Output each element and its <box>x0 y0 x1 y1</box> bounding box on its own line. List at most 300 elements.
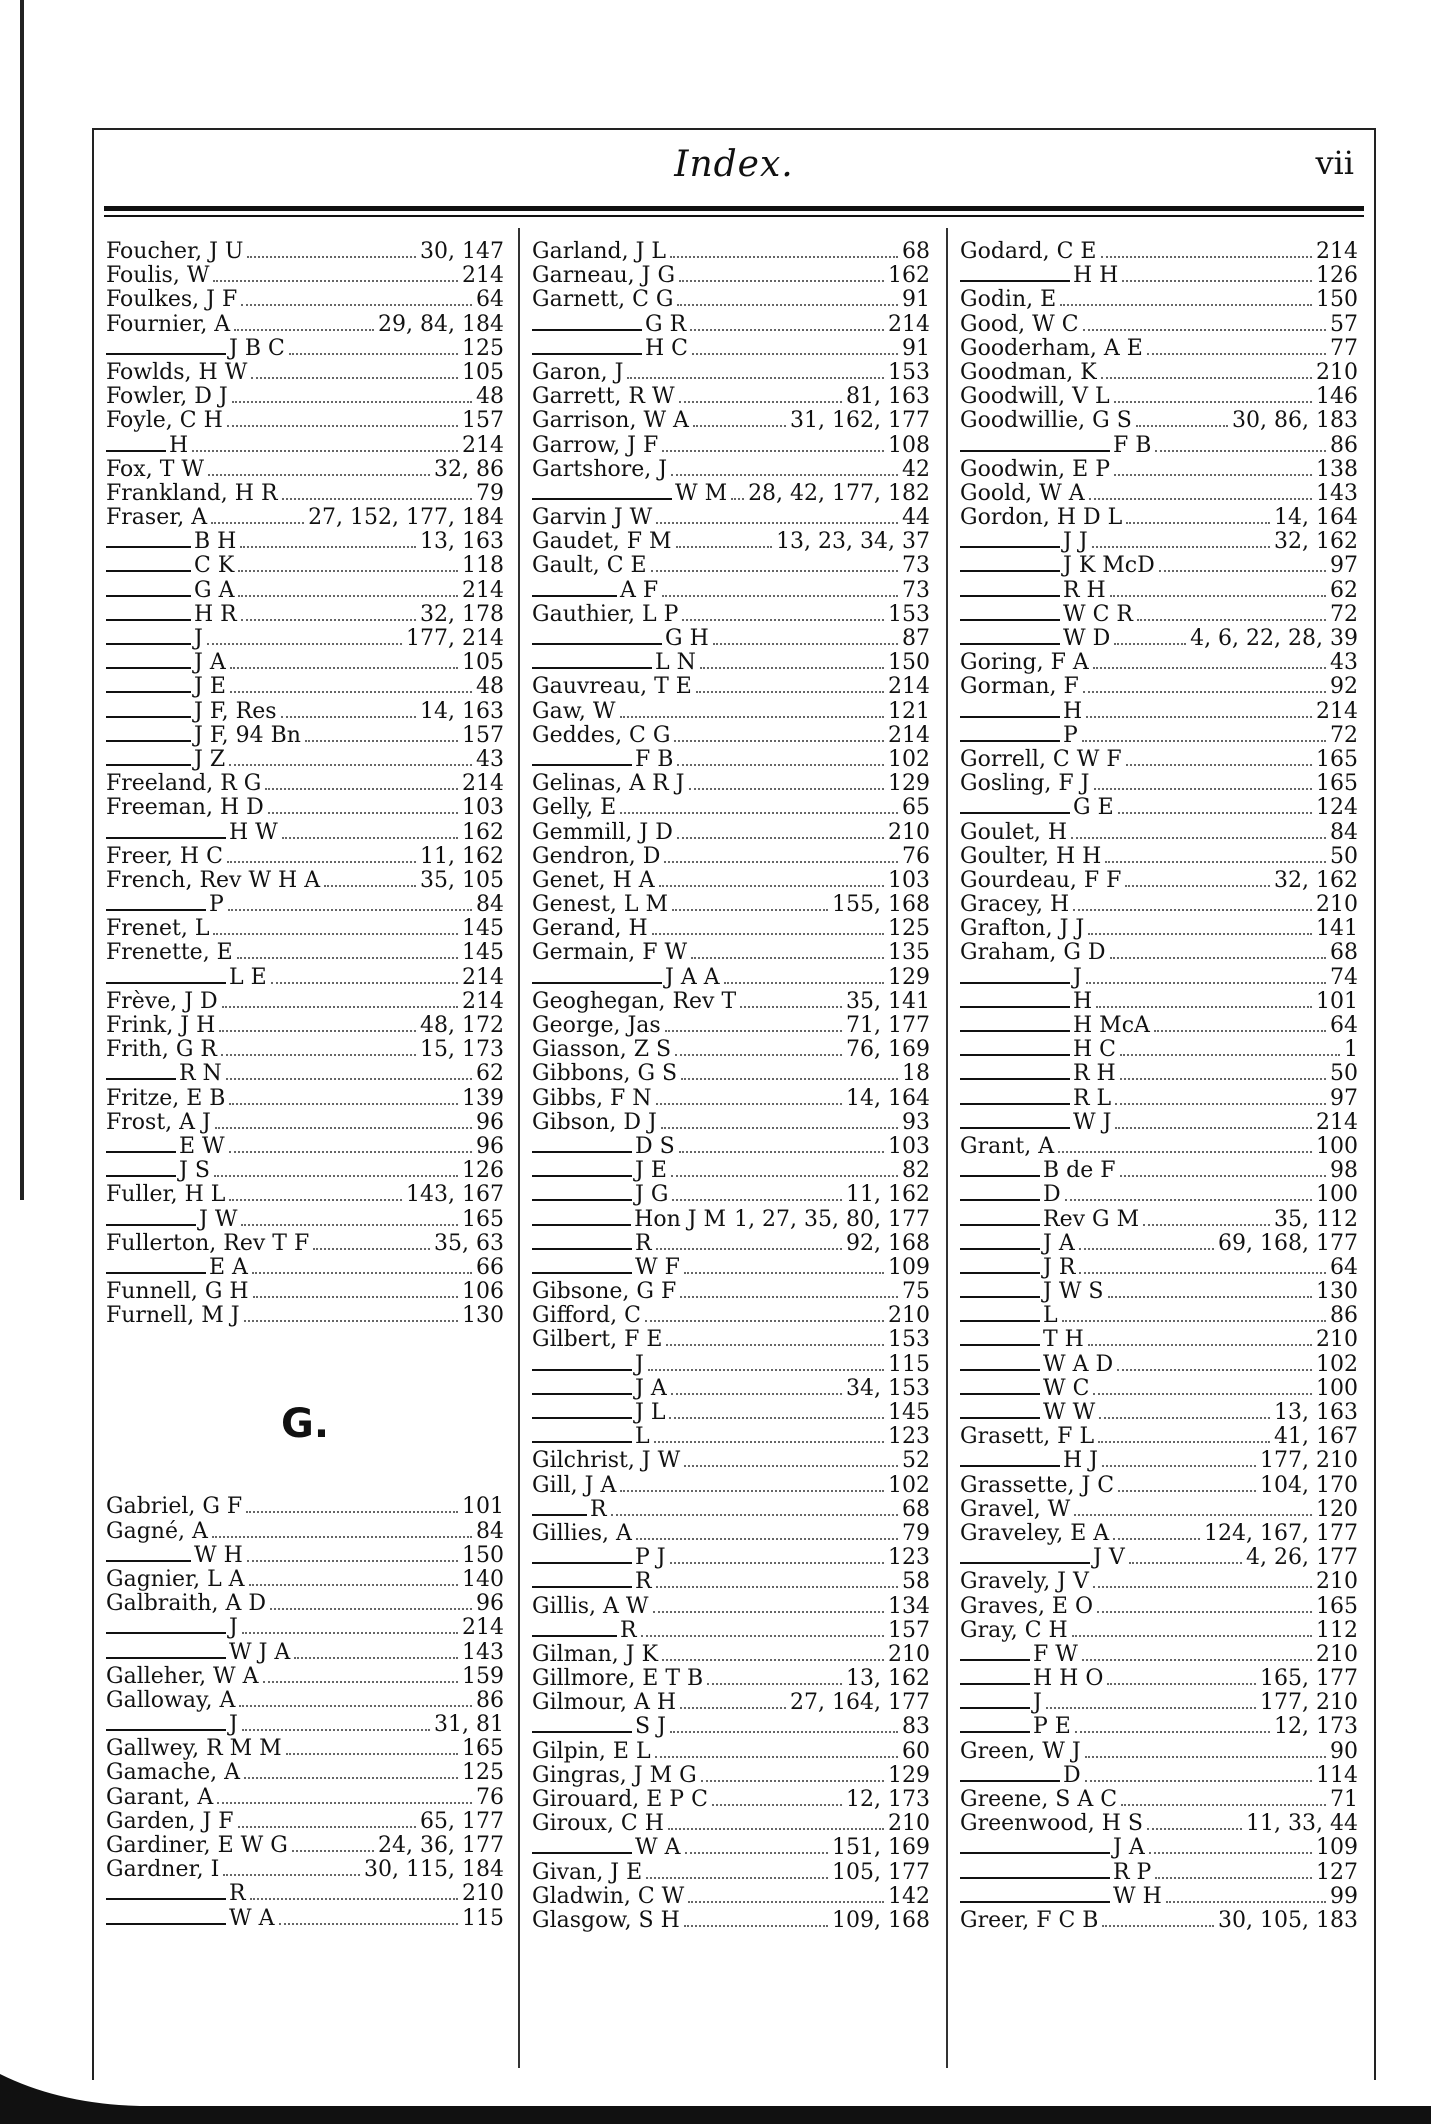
entry-name: W A D <box>1043 1352 1114 1377</box>
leader-dots <box>238 1814 416 1828</box>
entry-name: Gauvreau, T E <box>532 675 692 700</box>
leader-dots <box>620 800 898 814</box>
index-entry <box>532 264 930 288</box>
entry-pages: 74 <box>1330 965 1358 990</box>
index-entry <box>106 1135 504 1159</box>
entry-pages: 210 <box>1316 893 1358 918</box>
entry-name: R H <box>1073 1062 1116 1087</box>
leader-dots <box>1147 341 1326 355</box>
index-entry <box>532 1328 930 1352</box>
index-entry <box>106 482 504 506</box>
entry-name: Garland, J L <box>532 240 667 264</box>
index-entry <box>106 458 504 482</box>
leader-dots <box>646 1865 828 1879</box>
index-entry <box>532 941 930 965</box>
entry-name: W J <box>1073 1110 1112 1135</box>
index-entry <box>960 1159 1358 1183</box>
index-entry <box>532 1353 930 1377</box>
leader-dots <box>313 1236 430 1250</box>
leader-dots <box>292 1838 374 1852</box>
leader-dots <box>1098 1429 1270 1443</box>
index-entry <box>532 1909 930 1933</box>
entry-name: J <box>194 627 203 651</box>
page-curl-shadow <box>0 2064 1431 2124</box>
leader-dots <box>1062 1308 1326 1322</box>
entry-pages: 32, 162 <box>1274 868 1358 893</box>
leader-dots <box>677 292 898 306</box>
entry-name: Gardner, I <box>106 1858 220 1883</box>
leader-dots <box>1101 244 1313 258</box>
entry-name: Green, W J <box>960 1739 1081 1764</box>
leader-dots <box>215 1115 472 1129</box>
index-entry <box>960 1498 1358 1522</box>
blank-line <box>106 1328 504 1352</box>
leader-dots <box>1105 849 1326 863</box>
leader-dots <box>671 462 898 476</box>
entry-name: Grant, A <box>960 1134 1055 1159</box>
ditto-dash <box>960 1659 1030 1661</box>
index-entry <box>960 724 1358 748</box>
index-entry <box>960 1885 1358 1909</box>
entry-name: Goulter, H H <box>960 844 1102 869</box>
entry-pages: 102 <box>888 747 930 772</box>
ditto-dash <box>532 982 662 984</box>
entry-pages: 109 <box>888 1255 930 1280</box>
entry-pages: 150 <box>888 651 930 676</box>
entry-pages: 145 <box>462 917 504 942</box>
entry-pages: 15, 173 <box>420 1038 504 1063</box>
entry-pages: 214 <box>1316 699 1358 724</box>
entry-pages: 57 <box>1330 312 1358 337</box>
entry-name: H <box>1073 989 1093 1014</box>
entry-pages: 73 <box>902 554 930 579</box>
leader-dots <box>1073 897 1312 911</box>
entry-name: Fox, T W <box>106 457 204 482</box>
ditto-dash <box>960 1320 1040 1322</box>
leader-dots <box>669 1405 884 1419</box>
entry-pages: 91 <box>902 288 930 313</box>
index-entry <box>960 1014 1358 1038</box>
index-entry <box>106 434 504 458</box>
leader-dots <box>1102 1913 1214 1927</box>
index-entry <box>532 1812 930 1836</box>
leader-dots <box>712 1792 842 1806</box>
entry-pages: 138 <box>1316 457 1358 482</box>
leader-dots <box>271 970 458 984</box>
leader-dots <box>1126 510 1270 524</box>
index-entry <box>960 796 1358 820</box>
entry-pages: 60 <box>902 1739 930 1764</box>
entry-name: Graveley, E A <box>960 1521 1110 1546</box>
leader-dots <box>253 1284 458 1298</box>
entry-name: G E <box>1073 796 1114 821</box>
entry-pages: 14, 163 <box>420 699 504 724</box>
entry-pages: 109 <box>1316 1836 1358 1861</box>
index-entry <box>532 990 930 1014</box>
index-entry <box>106 1495 504 1519</box>
leader-dots <box>1136 413 1228 427</box>
leader-dots <box>211 510 304 524</box>
index-entry <box>960 869 1358 893</box>
index-entry <box>960 966 1358 990</box>
entry-pages: 32, 162 <box>1274 530 1358 555</box>
leader-dots <box>1079 1260 1326 1274</box>
entry-name: Gibsone, G F <box>532 1280 677 1305</box>
ditto-dash <box>106 1224 196 1226</box>
leader-dots <box>227 413 458 427</box>
entry-name: L <box>635 1425 650 1450</box>
index-entry <box>532 1377 930 1401</box>
leader-dots <box>659 873 884 887</box>
index-entry <box>960 1861 1358 1885</box>
entry-pages: 79 <box>902 1521 930 1546</box>
index-entry <box>106 893 504 917</box>
entry-pages: 97 <box>1330 554 1358 579</box>
entry-name: Gosling, F J <box>960 772 1090 797</box>
entry-pages: 120 <box>1316 1497 1358 1522</box>
ditto-dash <box>532 498 672 500</box>
leader-dots <box>1155 1865 1312 1879</box>
entry-name: L <box>1043 1304 1058 1329</box>
entry-name: Garrison, W A <box>532 409 689 434</box>
index-entry <box>960 675 1358 699</box>
entry-pages: 98 <box>1330 1159 1358 1184</box>
entry-pages: 1, 27, 35, 80, 177 <box>734 1207 930 1232</box>
index-entry <box>532 893 930 917</box>
entry-name: Greene, S A C <box>960 1788 1118 1812</box>
entry-pages: 30, 147 <box>420 240 504 264</box>
leader-dots <box>655 1744 898 1758</box>
ditto-dash <box>960 1006 1070 1008</box>
index-entry <box>960 651 1358 675</box>
entry-name: H R <box>194 602 237 627</box>
entry-pages: 146 <box>1316 385 1358 410</box>
entry-pages: 153 <box>888 360 930 385</box>
leader-dots <box>1117 1357 1312 1371</box>
entry-pages: 214 <box>462 1616 504 1641</box>
index-entry <box>960 700 1358 724</box>
index-entry <box>532 1159 930 1183</box>
entry-name: Garrow, J F <box>532 433 659 458</box>
entry-pages: 100 <box>1316 1134 1358 1159</box>
leader-dots <box>653 1599 885 1613</box>
index-entry <box>532 1425 930 1449</box>
ditto-dash <box>532 1514 587 1516</box>
entry-name: Gardiner, E W G <box>106 1834 288 1858</box>
entry-pages: 30, 115, 184 <box>364 1858 504 1883</box>
index-entry <box>106 627 504 651</box>
leader-dots <box>1120 1042 1340 1056</box>
index-entry <box>532 1715 930 1739</box>
leader-dots <box>1137 607 1326 621</box>
entry-pages: 86 <box>1330 433 1358 458</box>
entry-name: Foulkes, J F <box>106 288 238 313</box>
entry-pages: 69, 168, 177 <box>1218 1231 1358 1256</box>
ditto-dash <box>532 353 642 355</box>
index-entry <box>532 1135 930 1159</box>
leader-dots <box>279 1911 459 1925</box>
entry-pages: 11, 162 <box>420 844 504 869</box>
entry-pages: 14, 164 <box>846 1086 930 1111</box>
entry-name: Gauthier, L P <box>532 602 679 627</box>
entry-pages: 157 <box>888 1618 930 1643</box>
entry-pages: 102 <box>888 1473 930 1498</box>
leader-dots <box>692 341 898 355</box>
entry-pages: 27, 152, 177, 184 <box>308 506 504 531</box>
entry-name: Goodwillie, G S <box>960 409 1132 434</box>
leader-dots <box>672 897 828 911</box>
leader-dots <box>680 1284 898 1298</box>
ditto-dash <box>960 1030 1070 1032</box>
entry-name: J J <box>1063 530 1088 555</box>
index-entry <box>106 651 504 675</box>
entry-name: Fournier, A <box>106 312 231 337</box>
leader-dots <box>213 268 458 282</box>
leader-dots <box>1060 292 1312 306</box>
leader-dots <box>665 1018 842 1032</box>
index-entry <box>106 337 504 361</box>
blank-line <box>106 1377 504 1401</box>
entry-name: H <box>169 433 189 458</box>
leader-dots <box>670 1719 898 1733</box>
leader-dots <box>688 1889 884 1903</box>
index-entry <box>532 1038 930 1062</box>
leader-dots <box>701 1768 884 1782</box>
entry-pages: 118 <box>462 554 504 579</box>
entry-name: Gelinas, A R J <box>532 772 685 797</box>
leader-dots <box>244 1765 458 1779</box>
entry-pages: 4, 6, 22, 28, 39 <box>1190 627 1358 651</box>
index-entry <box>960 1449 1358 1473</box>
leader-dots <box>671 1163 898 1177</box>
ditto-dash <box>532 1635 617 1637</box>
index-entry <box>532 966 930 990</box>
ditto-dash <box>106 1175 176 1177</box>
entry-name: J W S <box>1043 1280 1104 1305</box>
leader-dots <box>1093 1381 1312 1395</box>
index-entry <box>960 1740 1358 1764</box>
leader-dots <box>679 1139 884 1153</box>
index-entry <box>532 845 930 869</box>
index-entry <box>532 1062 930 1086</box>
ditto-dash <box>960 1103 1070 1105</box>
entry-pages: 72 <box>1330 723 1358 748</box>
leader-dots <box>246 1499 458 1513</box>
index-entry <box>532 748 930 772</box>
entry-pages: 150 <box>462 1543 504 1568</box>
ditto-dash <box>960 546 1060 548</box>
ditto-dash <box>532 1175 632 1177</box>
leader-dots <box>681 1066 898 1080</box>
index-entry <box>532 288 930 312</box>
entry-name: Genest, L M <box>532 893 669 918</box>
entry-name: R <box>620 1618 637 1643</box>
index-entry <box>960 1401 1358 1425</box>
index-entry <box>960 458 1358 482</box>
leader-dots <box>656 1091 842 1105</box>
entry-pages: 68 <box>902 240 930 264</box>
entry-name: J A <box>1113 1836 1145 1861</box>
index-entry <box>106 1014 504 1038</box>
index-entry <box>960 748 1358 772</box>
leader-dots <box>1083 679 1326 693</box>
entry-name: D S <box>635 1134 675 1159</box>
ditto-dash <box>106 1898 226 1900</box>
entry-name: Garden, J F <box>106 1809 234 1834</box>
leader-dots <box>1166 1889 1326 1903</box>
entry-pages: 103 <box>888 1134 930 1159</box>
index-entry <box>106 313 504 337</box>
entry-pages: 165 <box>462 1737 504 1762</box>
entry-name: J W <box>199 1207 238 1232</box>
entry-pages: 127 <box>1316 1860 1358 1885</box>
index-entry <box>960 1909 1358 1933</box>
entry-pages: 159 <box>462 1664 504 1689</box>
entry-name: W C <box>1043 1376 1090 1401</box>
index-entry <box>960 482 1358 506</box>
entry-pages: 105, 177 <box>832 1860 930 1885</box>
leader-dots <box>1159 558 1326 572</box>
entry-pages: 12, 173 <box>846 1788 930 1812</box>
index-entry <box>106 240 504 264</box>
entry-pages: 124 <box>1316 796 1358 821</box>
entry-name: L E <box>229 965 267 990</box>
entry-name: R N <box>179 1062 222 1087</box>
leader-dots <box>1086 970 1326 984</box>
leader-dots <box>611 1502 898 1516</box>
leader-dots <box>666 1332 884 1346</box>
entry-pages: 93 <box>902 1110 930 1135</box>
leader-dots <box>222 994 458 1008</box>
index-entry <box>106 1232 504 1256</box>
ditto-dash <box>532 595 617 597</box>
index-entry <box>106 1713 504 1737</box>
entry-pages: 140 <box>462 1567 504 1592</box>
index-entry <box>532 1208 930 1232</box>
entry-name: Gagné, A <box>106 1519 208 1544</box>
entry-name: Gagnier, L A <box>106 1567 245 1592</box>
index-entry <box>960 845 1358 869</box>
index-entry <box>532 1595 930 1619</box>
leader-dots <box>684 1260 884 1274</box>
leader-dots <box>636 1526 898 1540</box>
entry-name: H C <box>645 336 689 361</box>
entry-pages: 1 <box>1344 1038 1358 1063</box>
entry-name: Fraser, A <box>106 506 208 531</box>
blank-line <box>106 1353 504 1377</box>
entry-pages: 43 <box>1330 651 1358 676</box>
ditto-dash <box>960 812 1070 814</box>
entry-pages: 125 <box>888 917 930 942</box>
entry-name: Goodwill, V L <box>960 385 1110 410</box>
entry-pages: 99 <box>1330 1884 1358 1909</box>
entry-name: Gemmill, J D <box>532 820 673 845</box>
index-entry <box>960 1474 1358 1498</box>
leader-dots <box>1085 1768 1312 1782</box>
entry-name: Frink, J H <box>106 1014 216 1038</box>
ditto-dash <box>532 1199 632 1201</box>
leader-dots <box>671 1381 842 1395</box>
ditto-dash <box>106 1151 176 1153</box>
ditto-dash <box>960 1707 1030 1709</box>
entry-name: W H <box>194 1543 243 1568</box>
index-entry <box>106 1834 504 1858</box>
leader-dots <box>654 1429 884 1443</box>
entry-pages: 52 <box>902 1449 930 1474</box>
leader-dots <box>1092 534 1270 548</box>
index-entry <box>532 1087 930 1111</box>
entry-pages: 84 <box>476 893 504 918</box>
index-entry <box>960 1643 1358 1667</box>
entry-name: J <box>1073 965 1082 990</box>
entry-pages: 77 <box>1330 336 1358 361</box>
entry-pages: 105 <box>462 651 504 676</box>
index-entry <box>106 1665 504 1689</box>
entry-pages: 142 <box>888 1884 930 1909</box>
index-entry <box>960 434 1358 458</box>
index-entry <box>960 1788 1358 1812</box>
entry-name: Goodwin, E P <box>960 457 1111 482</box>
leader-dots <box>1107 1671 1256 1685</box>
leader-dots <box>282 825 458 839</box>
leader-dots <box>263 1669 458 1683</box>
entry-pages: 13, 162 <box>846 1667 930 1692</box>
leader-dots <box>620 704 884 718</box>
entry-name: Frith, G R <box>106 1038 217 1063</box>
entry-pages: 43 <box>476 747 504 772</box>
leader-dots <box>268 800 458 814</box>
entry-pages: 126 <box>462 1159 504 1184</box>
entry-name: Gelly, E <box>532 796 617 821</box>
entry-pages: 65, 177 <box>420 1809 504 1834</box>
index-entry <box>106 675 504 699</box>
entry-pages: 134 <box>888 1594 930 1619</box>
leader-dots <box>677 752 884 766</box>
entry-name: Fullerton, Rev T F <box>106 1231 310 1256</box>
ditto-dash <box>532 1272 632 1274</box>
entry-name: J R <box>1043 1255 1076 1280</box>
entry-pages: 66 <box>476 1255 504 1280</box>
leader-dots <box>1149 1840 1312 1854</box>
entry-pages: 121 <box>888 699 930 724</box>
leader-dots <box>1114 462 1312 476</box>
entry-name: Freeman, H D <box>106 796 264 821</box>
entry-pages: 4, 26, 177 <box>1246 1546 1358 1571</box>
entry-name: Frenette, E <box>106 941 233 966</box>
entry-pages: 143 <box>462 1640 504 1665</box>
ditto-dash <box>532 1151 632 1153</box>
entry-pages: 86 <box>1330 1304 1358 1329</box>
leader-dots <box>1075 1719 1270 1733</box>
leader-dots <box>707 1671 842 1685</box>
page-title: Index. <box>674 144 794 185</box>
entry-pages: 129 <box>888 1763 930 1788</box>
entry-name: Goring, F A <box>960 651 1089 676</box>
leader-dots <box>241 292 472 306</box>
ditto-dash <box>960 1683 1030 1685</box>
index-entry <box>106 1568 504 1592</box>
entry-pages: 125 <box>462 1761 504 1786</box>
leader-dots <box>724 970 884 984</box>
index-entry <box>532 1474 930 1498</box>
leader-dots <box>239 1693 472 1707</box>
entry-pages: 210 <box>888 1304 930 1329</box>
index-entry <box>960 1256 1358 1280</box>
leader-dots <box>207 631 402 645</box>
entry-pages: 115 <box>888 1352 930 1377</box>
entry-name: W H <box>1113 1884 1162 1909</box>
leader-dots <box>230 655 458 669</box>
